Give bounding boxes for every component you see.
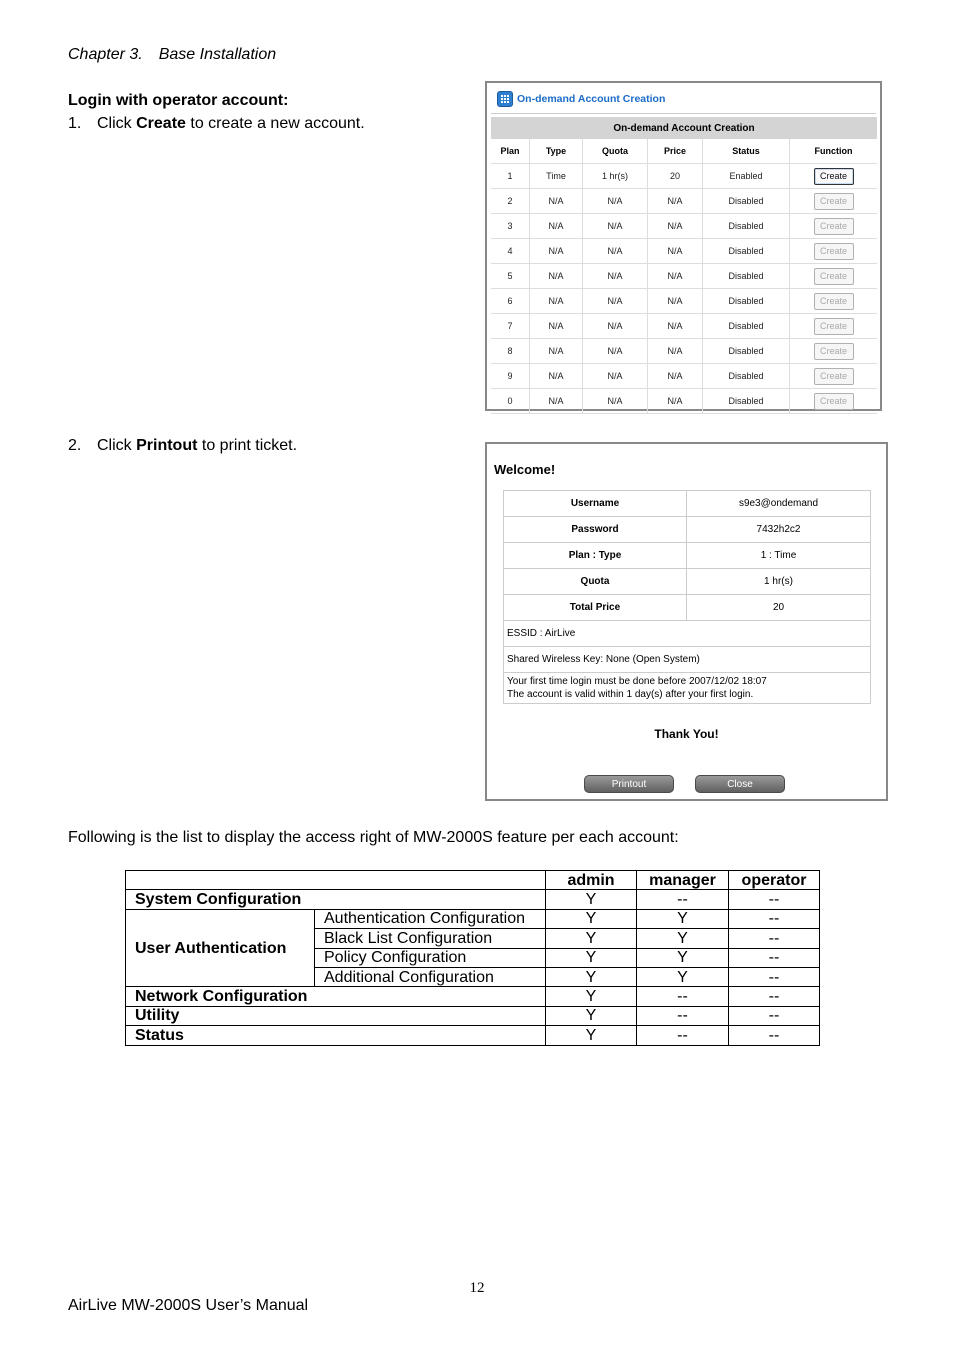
quota-value: 1 hr(s) xyxy=(687,569,871,595)
table-row: Policy Configuration Y Y -- xyxy=(126,948,820,967)
table-row: 5 N/A N/A N/A Disabled Create xyxy=(491,264,877,289)
col-plan: Plan xyxy=(491,139,530,164)
table-row: 9 N/A N/A N/A Disabled Create xyxy=(491,364,877,389)
create-button-plan-7[interactable]: Create xyxy=(814,318,854,335)
table-row: 2 N/A N/A N/A Disabled Create xyxy=(491,189,877,214)
create-button-plan-2[interactable]: Create xyxy=(814,193,854,210)
account-creation-screenshot xyxy=(485,81,882,411)
table-row: Username s9e3@ondemand xyxy=(504,491,871,517)
create-button-plan-6[interactable]: Create xyxy=(814,293,854,310)
table-row: Black List Configuration Y Y -- xyxy=(126,929,820,948)
col-type: Type xyxy=(530,139,583,164)
ticket-screenshot xyxy=(485,442,888,801)
page-number: 12 xyxy=(469,1280,485,1296)
window-titlebar xyxy=(497,90,665,108)
table-row: 6 N/A N/A N/A Disabled Create xyxy=(491,289,877,314)
plans-table xyxy=(491,117,877,414)
validity-note: The account is valid within 1 day(s) after your first login. xyxy=(507,689,754,700)
create-button-plan-1[interactable]: Create xyxy=(814,168,854,185)
col-function: Function xyxy=(790,139,878,164)
step-1: 1. Click Create to create a new account. xyxy=(68,115,365,132)
table-row: Status Y -- -- xyxy=(126,1026,820,1045)
essid-text: ESSID : AirLive xyxy=(504,621,871,647)
table-row: Additional Configuration Y Y -- xyxy=(126,967,820,986)
thank-you-text: Thank You! xyxy=(654,727,719,741)
table-row: Utility Y -- -- xyxy=(126,1006,820,1025)
window-title: On-demand Account Creation xyxy=(517,93,666,105)
ticket-table xyxy=(503,490,871,704)
col-price: Price xyxy=(648,139,703,164)
table-row xyxy=(504,621,871,647)
plan-type-value: 1 : Time xyxy=(687,543,871,569)
table-row: 7 N/A N/A N/A Disabled Create xyxy=(491,314,877,339)
table-row: 4 N/A N/A N/A Disabled Create xyxy=(491,239,877,264)
table-row: 3 N/A N/A N/A Disabled Create xyxy=(491,214,877,239)
create-button-plan-5[interactable]: Create xyxy=(814,268,854,285)
table-row: 8 N/A N/A N/A Disabled Create xyxy=(491,339,877,364)
footer-text: AirLive MW-2000S User’s Manual xyxy=(68,1297,309,1314)
table-row: Password 7432h2c2 xyxy=(504,517,871,543)
close-button[interactable]: Close xyxy=(695,775,785,793)
shared-key-text: Shared Wireless Key: None (Open System) xyxy=(504,647,871,673)
create-button-plan-3[interactable]: Create xyxy=(814,218,854,235)
create-button-plan-0[interactable]: Create xyxy=(814,393,854,410)
create-button-plan-4[interactable]: Create xyxy=(814,243,854,260)
section-heading: Login with operator account: xyxy=(68,92,289,109)
intro-paragraph: Following is the list to display the access right of MW-2000S feature per each account: xyxy=(68,829,679,846)
table-row: User Authentication Authentication Configuration Y Y -- xyxy=(126,909,820,928)
section-label: Base Installation xyxy=(158,46,277,63)
table-row: 0 N/A N/A N/A Disabled Create xyxy=(491,389,877,414)
col-admin: admin xyxy=(546,871,637,890)
password-value: 7432h2c2 xyxy=(687,517,871,543)
col-status: Status xyxy=(703,139,790,164)
col-manager: manager xyxy=(637,871,729,890)
printout-button[interactable]: Printout xyxy=(584,775,674,793)
table-row xyxy=(126,871,820,890)
col-quota: Quota xyxy=(583,139,648,164)
table-row xyxy=(504,647,871,673)
chapter-label: Chapter 3. xyxy=(68,46,143,63)
create-button-plan-8[interactable]: Create xyxy=(814,343,854,360)
login-deadline-note: Your first time login must be done before 2007/12/02 18:07 xyxy=(507,676,767,687)
title-divider xyxy=(491,113,876,114)
table-row: 1 Time 1 hr(s) 20 Enabled Create xyxy=(491,164,877,189)
table-row: Plan : Type 1 : Time xyxy=(504,543,871,569)
plans-table-caption: On-demand Account Creation xyxy=(491,117,877,139)
plans-header-row xyxy=(491,139,877,164)
step-2: 2. Click Printout to print ticket. xyxy=(68,437,298,454)
col-operator: operator xyxy=(729,871,820,890)
username-value: s9e3@ondemand xyxy=(687,491,871,517)
access-rights-table xyxy=(125,870,820,1046)
table-row xyxy=(504,673,871,704)
app-grid-icon xyxy=(497,91,513,107)
welcome-title: Welcome! xyxy=(494,462,556,477)
table-row: Network Configuration Y -- -- xyxy=(126,987,820,1006)
table-row: System Configuration Y -- -- xyxy=(126,890,820,909)
chapter-header xyxy=(68,46,276,64)
table-row: Quota 1 hr(s) xyxy=(504,569,871,595)
table-row: Total Price 20 xyxy=(504,595,871,621)
create-button-plan-9[interactable]: Create xyxy=(814,368,854,385)
total-price-value: 20 xyxy=(687,595,871,621)
